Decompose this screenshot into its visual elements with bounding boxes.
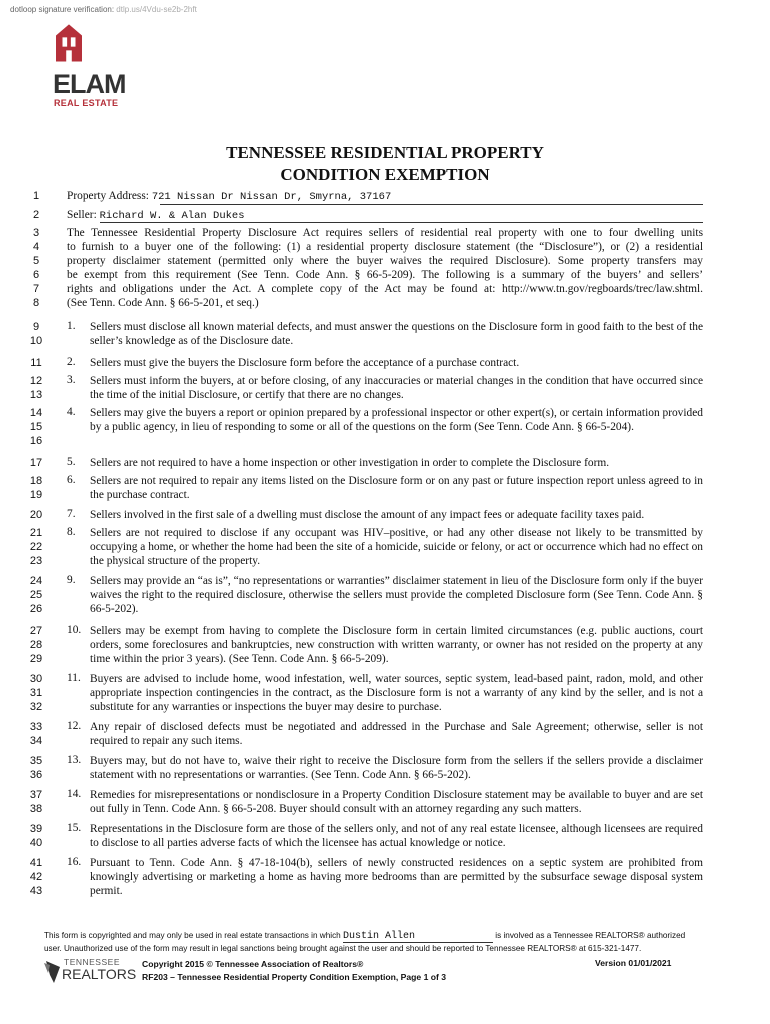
item-text: Any repair of disclosed defects must be negotiated and addressed in the Purchase and Sale Agreement; otherwise, seller is not required to repair any such items.	[90, 721, 703, 747]
line-number: 14	[29, 407, 43, 419]
item-number: 12.	[67, 720, 82, 732]
item-number: 16.	[67, 856, 82, 868]
logo-sub: REAL ESTATE	[54, 98, 119, 108]
item-text: Buyers are advised to include home, wood infestation, well, water sources, septic system, lead-based paint, radon, mold, and other appropriate inspection contingencies in the contract, as the Disclosure form is not a warranty of any kind by the seller, and is not a substitute for any warranties or inspections the buyer may desire to purchase.	[90, 673, 703, 713]
item-text: Sellers are not required to repair any items listed on the Disclosure form or on any past or future inspection report unless agreed to in the purchase contract.	[90, 475, 703, 501]
line-number: 36	[29, 769, 43, 781]
dotloop-link[interactable]: dtlp.us/4Vdu-se2b-2hft	[116, 5, 197, 14]
line-number: 13	[29, 389, 43, 401]
line-number: 21	[29, 527, 43, 539]
item-number: 6.	[67, 474, 76, 486]
item-number: 4.	[67, 406, 76, 418]
footer-notice	[44, 930, 734, 954]
line-number: 29	[29, 653, 43, 665]
line-number: 31	[29, 687, 43, 699]
line-number: 10	[29, 335, 43, 347]
line-number: 43	[29, 885, 43, 897]
line-number: 3	[32, 227, 40, 239]
line-number: 5	[32, 255, 40, 267]
line-number: 17	[29, 457, 43, 469]
item-text: Sellers involved in the first sale of a dwelling must disclose the amount of any impact fees or adequate facility taxes paid.	[90, 509, 645, 521]
dotloop-label: dotloop signature verification:	[10, 5, 115, 14]
seller-underline	[100, 222, 703, 223]
address-label: Property Address:	[67, 190, 149, 202]
line-number: 20	[29, 509, 43, 521]
address-value[interactable]: 721 Nissan Dr Nissan Dr, Smyrna, 37167	[151, 191, 392, 203]
item-text: Sellers may provide an “as is”, “no representations or warranties” disclaimer statement in lieu of the Disclosure form only if the buyer waives the right to the required disclosure, otherwise the sellers must provide the completed Disclosure form (See Tenn. Code Ann. § 66-5-202).	[90, 575, 703, 615]
version: Version 01/01/2021	[595, 958, 672, 968]
line-number: 33	[29, 721, 43, 733]
item-text: Buyers may, but do not have to, waive their right to receive the Disclosure form from the sellers if the sellers provide a disclaimer statement with no representations or warranties. (See Tenn. Code Ann. § 66-5-202).	[90, 755, 703, 781]
line-number: 28	[29, 639, 43, 651]
intro-line: property disclaimer statement (permitted only where the buyer waives the required Disclosure). Some property transfers may	[67, 255, 703, 267]
line-number: 4	[32, 241, 40, 253]
line-number: 18	[29, 475, 43, 487]
seller-row	[67, 208, 703, 223]
intro-line: rights and obligations under the Act. A complete copy of the Act may be found at: http://www.tn.gov/regboards/trec/law.shtml.	[67, 283, 703, 295]
item-number: 1.	[67, 320, 76, 332]
seller-value[interactable]: Richard W. & Alan Dukes	[99, 210, 245, 222]
item-text: Sellers may give the buyers a report or opinion prepared by a professional inspector or other expert(s), or certain information provided by a public agency, in lieu of responding to some or all of the questions on the form (See Tenn. Code Ann. § 66-5-204).	[90, 407, 703, 433]
item-number: 10.	[67, 624, 82, 636]
intro-line: (See Tenn. Code Ann. § 66-5-201, et seq.)	[67, 297, 259, 309]
line-number: 42	[29, 871, 43, 883]
item-text: Pursuant to Tenn. Code Ann. § 47-18-104(b), sellers of newly constructed residences on a septic system are prohibited from knowingly advertising or marketing a home as having more bedrooms than are permitted by the subsurface sewage disposal system permit.	[90, 857, 703, 897]
item-number: 9.	[67, 574, 76, 586]
line-number: 22	[29, 541, 43, 553]
line-number: 1	[32, 190, 40, 202]
line-number: 8	[32, 297, 40, 309]
line-number: 16	[29, 435, 43, 447]
item-number: 7.	[67, 508, 76, 520]
item-text: Remedies for misrepresentations or nondisclosure in a Property Condition Disclosure statement may be available to buyer and are set out fully in Tenn. Code Ann. § 66-5-208. Buyer should consult with an attorney regarding any such matters.	[90, 789, 703, 815]
page-title-line1: TENNESSEE RESIDENTIAL PROPERTY	[226, 143, 544, 162]
item-number: 8.	[67, 526, 76, 538]
footer-line2: user. Unauthorized use of the form may result in legal sanctions being brought against the user and should be reported to Tennessee REALTORS® at 615-321-1477.	[44, 944, 642, 953]
line-number: 37	[29, 789, 43, 801]
item-text: Sellers are not required to have a home inspection or other investigation in order to complete the Disclosure form.	[90, 457, 610, 469]
item-text: Sellers must inform the buyers, at or before closing, of any inaccuracies or material changes in the condition that have occurred since the time of the initial Disclosure, or certify that there are no changes.	[90, 375, 703, 401]
line-number: 9	[32, 321, 40, 333]
item-number: 2.	[67, 356, 76, 368]
line-number: 35	[29, 755, 43, 767]
dotloop-verification	[10, 5, 197, 14]
item-text: Sellers must disclose all known material defects, and must answer the questions on the Disclosure form in good faith to the best of the seller’s knowledge as of the Disclosure date.	[90, 321, 703, 347]
line-number: 6	[32, 269, 40, 281]
house-icon	[56, 22, 82, 62]
tn-realtors-logo	[44, 955, 137, 989]
item-number: 15.	[67, 822, 82, 834]
line-number: 23	[29, 555, 43, 567]
item-number: 11.	[67, 672, 81, 684]
footer-pre: This form is copyrighted and may only be used in real estate transactions in which	[44, 931, 341, 940]
tn-realtors-icon	[44, 957, 62, 985]
item-text: Sellers are not required to disclose if any occupant was HIV–positive, or had any other disease not likely to be transmitted by occupying a home, or whether the home had been the site of a homicide, suicide or felony, or act or occurrence which had no effect on the physical structure of the property.	[90, 527, 703, 567]
item-text: Sellers may be exempt from having to complete the Disclosure form in certain limited circumstances (e.g. public auctions, court orders, some foreclosures and bankruptcies, new construction with written warranty, or owner has not resided on the property at any time within the prior 3 years). (See Tenn. Code Ann. § 66-5-209).	[90, 625, 703, 665]
item-number: 3.	[67, 374, 76, 386]
tn-logo-bottom: REALTORS	[62, 966, 137, 982]
logo-name: ELAM	[53, 69, 126, 99]
line-number: 41	[29, 857, 43, 869]
line-number: 2	[32, 209, 40, 221]
line-number: 15	[29, 421, 43, 433]
footer-post: is involved as a Tennessee REALTORS® authorized	[495, 931, 686, 940]
item-number: 14.	[67, 788, 82, 800]
elam-logo	[53, 22, 126, 108]
line-number: 11	[30, 357, 42, 369]
line-number: 40	[29, 837, 43, 849]
line-number: 39	[29, 823, 43, 835]
line-number: 7	[32, 283, 40, 295]
copyright-block	[142, 958, 446, 984]
intro-line: to furnish to a buyer one of the following: (1) a residential property disclosure statement (the “Disclosure”), or (2) a residential	[67, 241, 703, 253]
form-id: RF203 – Tennessee Residential Property Condition Exemption, Page 1 of 3	[142, 972, 447, 982]
tn-logo-top: TENNESSEE	[64, 957, 120, 967]
line-number: 32	[29, 701, 43, 713]
agent-name: Dustin Allen	[343, 931, 493, 943]
copyright: Copyright 2015 © Tennessee Association of Realtors®	[142, 959, 364, 969]
line-number: 25	[29, 589, 43, 601]
line-number: 12	[29, 375, 43, 387]
line-number: 34	[29, 735, 43, 747]
intro-line: The Tennessee Residential Property Disclosure Act requires sellers of residential real property with one to four dwelling units	[67, 227, 703, 239]
line-number: 24	[29, 575, 43, 587]
line-number: 26	[29, 603, 43, 615]
item-number: 13.	[67, 754, 82, 766]
item-text: Representations in the Disclosure form are those of the sellers only, and not of any real estate licensee, although licensees are required to disclose to all parties adverse facts of which the licensee has actual knowledge or notice.	[90, 823, 703, 849]
seller-label: Seller:	[67, 209, 97, 221]
property-address-row	[67, 189, 703, 204]
intro-paragraph	[67, 226, 703, 310]
line-number: 19	[29, 489, 43, 501]
item-text: Sellers must give the buyers the Disclosure form before the acceptance of a purchase contract.	[90, 357, 520, 369]
page-title-line2: CONDITION EXEMPTION	[280, 165, 490, 184]
address-underline	[160, 204, 703, 205]
line-number: 38	[29, 803, 43, 815]
line-number: 30	[29, 673, 43, 685]
item-number: 5.	[67, 456, 76, 468]
line-number: 27	[29, 625, 43, 637]
intro-line: be exempt from this requirement (See Tenn. Code Ann. § 66-5-209). The following is a summary of the buyers’ and sellers’	[67, 269, 703, 281]
